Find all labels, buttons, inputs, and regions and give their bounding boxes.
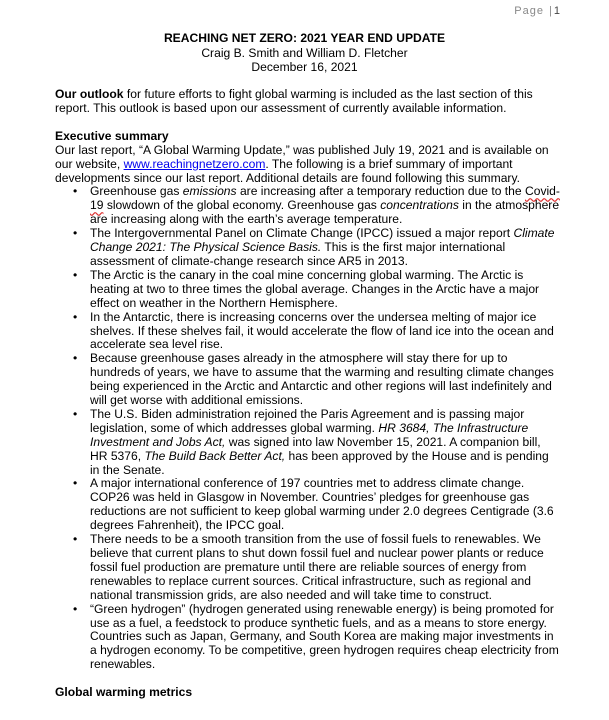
- bullet-text: The Intergovernmental Panel on Climate Change (IPCC) issued a major report: [90, 226, 514, 241]
- list-item: • There needs to be a smooth transition from the use of fossil fuels to renewables. We believe that current plans to shut down fossil fuel and nuclear power plants or reduce fossil fuel production are premature until there are reliable sources of energy from renewables to replace current sources. Critical infrastructure, such as regional and national transmission grids, are also needed and will take time to construct.: [55, 533, 560, 603]
- outlook-paragraph: [55, 88, 560, 116]
- bullet-text: The U.S. Biden administration rejoined the Paris Agreement and is passing major legislation, some of which addresses global warming.: [90, 406, 525, 435]
- page-number-header: [514, 5, 561, 19]
- intro-text-a: Our last report, “A Global Warming Update,” was published July 19, 2021 and is available on our website,: [55, 142, 549, 171]
- metrics-heading: Global warming metrics: [55, 685, 193, 700]
- document-date: December 16, 2021: [251, 60, 358, 74]
- list-item: • The Arctic is the canary in the coal mine concerning global warming. The Arctic is heating at two to three times the global average. Changes in the Arctic have a major effect on weather in the Northern Hemisphere.: [55, 269, 560, 311]
- list-item: [55, 227, 560, 269]
- bullet-text: slowdown of the global economy. Greenhouse gas: [103, 198, 381, 213]
- emphasis-concentrations: concentrations: [380, 198, 459, 213]
- page-number: 1: [553, 5, 561, 17]
- list-item: • A major international conference of 197 countries met to address climate change. COP26 was held in Glasgow in November. Countries’ pledges for greenhouse gas reductions are not sufficient to keep global warming under 2.0 degrees Centigrade (3.6 degrees Fahrenheit), the IPCC goal.: [55, 477, 560, 533]
- bullet-text: Greenhouse gas: [90, 184, 183, 199]
- document-title-block: [0, 31, 609, 75]
- list-item: • In the Antarctic, there is increasing concerns over the undersea melting of major ice shelves. If these shelves fail, it would accelerate the flow of land ice into the ocean and accelerate sea level rise.: [55, 311, 560, 353]
- website-link[interactable]: www.reachingnetzero.com: [123, 156, 266, 171]
- bullet-text: This is the first major international assessment of climate-change research since AR5 in 2013.: [90, 240, 506, 268]
- list-item: • Because greenhouse gases already in the atmosphere will stay there for up to hundreds of years, we have to assume that the warming and resulting climate changes being experienced in the Arctic and Antarctic and other regions will last indefinitely and will get worse with additional emissions.: [55, 352, 560, 408]
- list-item: • “Green hydrogen” (hydrogen generated using renewable energy) is being promoted for use as a fuel, a feedstock to produce synthetic fuels, and as a means to store energy. Countries such as Japan, Germany, and South Korea are making major investments in a hydrogen economy. To be competitive, green hydrogen requires cheap electricity from renewables.: [55, 603, 560, 673]
- list-item: [55, 185, 560, 227]
- intro-text-b: . The following is a brief summary of important developments since our last report. Additional details are found following this summary.: [55, 156, 520, 185]
- spellcheck-word: Covid-19: [90, 184, 560, 213]
- bullet-text: are increasing after a temporary reduction due to the: [236, 184, 525, 199]
- executive-summary-intro: [55, 144, 560, 186]
- page-separator: |: [549, 5, 553, 17]
- document-body: [55, 88, 560, 700]
- outlook-text: for future efforts to fight global warming is included as the last section of this report. This outlook is based upon our assessment of currently available information.: [55, 87, 533, 115]
- emphasis-emissions: emissions: [182, 184, 237, 199]
- document-authors: Craig B. Smith and William D. Fletcher: [201, 45, 408, 60]
- report-title: Climate Change 2021: The Physical Science Basis.: [90, 226, 555, 255]
- executive-summary-heading: Executive summary: [55, 128, 169, 143]
- summary-bullet-list: [55, 185, 560, 672]
- bullet-text: was signed into law November 15, 2021. A companion bill, HR 5376,: [90, 434, 541, 463]
- bullet-text: has been approved by the House and is pending in the Senate.: [90, 448, 549, 477]
- page-word: Page: [514, 5, 544, 17]
- list-item: [55, 408, 560, 478]
- bullet-text: in the atmosphere are increasing along with the earth’s average temperature.: [90, 198, 560, 227]
- document-title: REACHING NET ZERO: 2021 YEAR END UPDATE: [163, 31, 446, 45]
- outlook-label: Our outlook: [55, 87, 124, 101]
- bill-title: HR 3684, The Infrastructure Investment and Jobs Act,: [90, 420, 529, 449]
- bill-title: The Build Back Better Act,: [144, 448, 286, 463]
